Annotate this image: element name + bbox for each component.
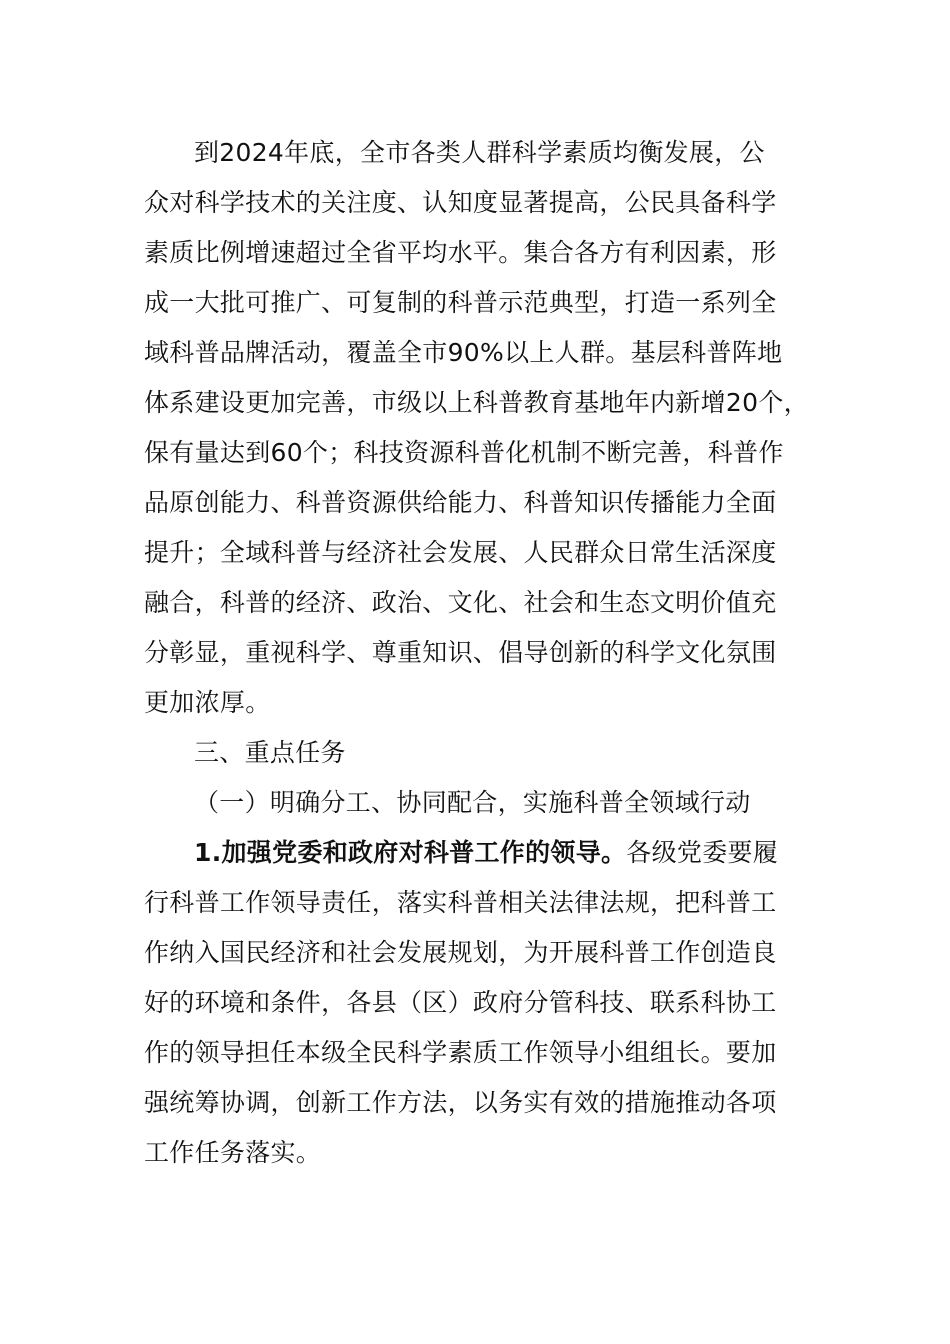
paragraph-line: 保有量达到60个；科技资源科普化机制不断完善，科普作	[144, 438, 784, 467]
paragraph-line: 好的环境和条件，各县（区）政府分管科技、联系科协工	[144, 988, 777, 1017]
paragraph-item-1	[144, 828, 834, 1178]
paragraph-goals	[144, 128, 834, 728]
paragraph-line: 更加浓厚。	[144, 688, 271, 717]
item-1-first-line	[144, 828, 834, 878]
paragraph-line: 工作任务落实。	[144, 1138, 322, 1167]
paragraph-line: 作纳入国民经济和社会发展规划，为开展科普工作创造良	[144, 938, 777, 967]
item-1-bold-lead: 1.加强党委和政府对科普工作的领导。	[194, 838, 627, 867]
section-heading: 三、重点任务	[194, 738, 346, 767]
paragraph-line: 域科普品牌活动，覆盖全市90%以上人群。基层科普阵地	[144, 338, 783, 367]
subsection-heading: （一）明确分工、协同配合，实施科普全领域行动	[194, 788, 751, 817]
paragraph-line: 体系建设更加完善，市级以上科普教育基地年内新增20个，	[144, 388, 809, 417]
paragraph-line: 成一大批可推广、可复制的科普示范典型，打造一系列全	[144, 288, 777, 317]
item-1-first-line-rest: 各级党委要履	[626, 838, 779, 867]
paragraph-line: 强统筹协调，创新工作方法，以务实有效的措施推动各项	[144, 1088, 777, 1117]
paragraph-line: 提升；全域科普与经济社会发展、人民群众日常生活深度	[144, 538, 777, 567]
paragraph-line: 众对科学技术的关注度、认知度显著提高，公民具备科学	[144, 188, 777, 217]
paragraph-line: 到2024年底，全市各类人群科学素质均衡发展，公	[194, 138, 765, 167]
paragraph-line: 品原创能力、科普资源供给能力、科普知识传播能力全面	[144, 488, 777, 517]
paragraph-line: 融合，科普的经济、政治、文化、社会和生态文明价值充	[144, 588, 777, 617]
document-body	[144, 128, 834, 1178]
paragraph-line: 素质比例增速超过全省平均水平。集合各方有利因素，形	[144, 238, 777, 267]
paragraph-line: 分彰显，重视科学、尊重知识、倡导创新的科学文化氛围	[144, 638, 777, 667]
paragraph-line: 作的领导担任本级全民科学素质工作领导小组组长。要加	[144, 1038, 777, 1067]
paragraph-line: 行科普工作领导责任，落实科普相关法律法规，把科普工	[144, 888, 777, 917]
